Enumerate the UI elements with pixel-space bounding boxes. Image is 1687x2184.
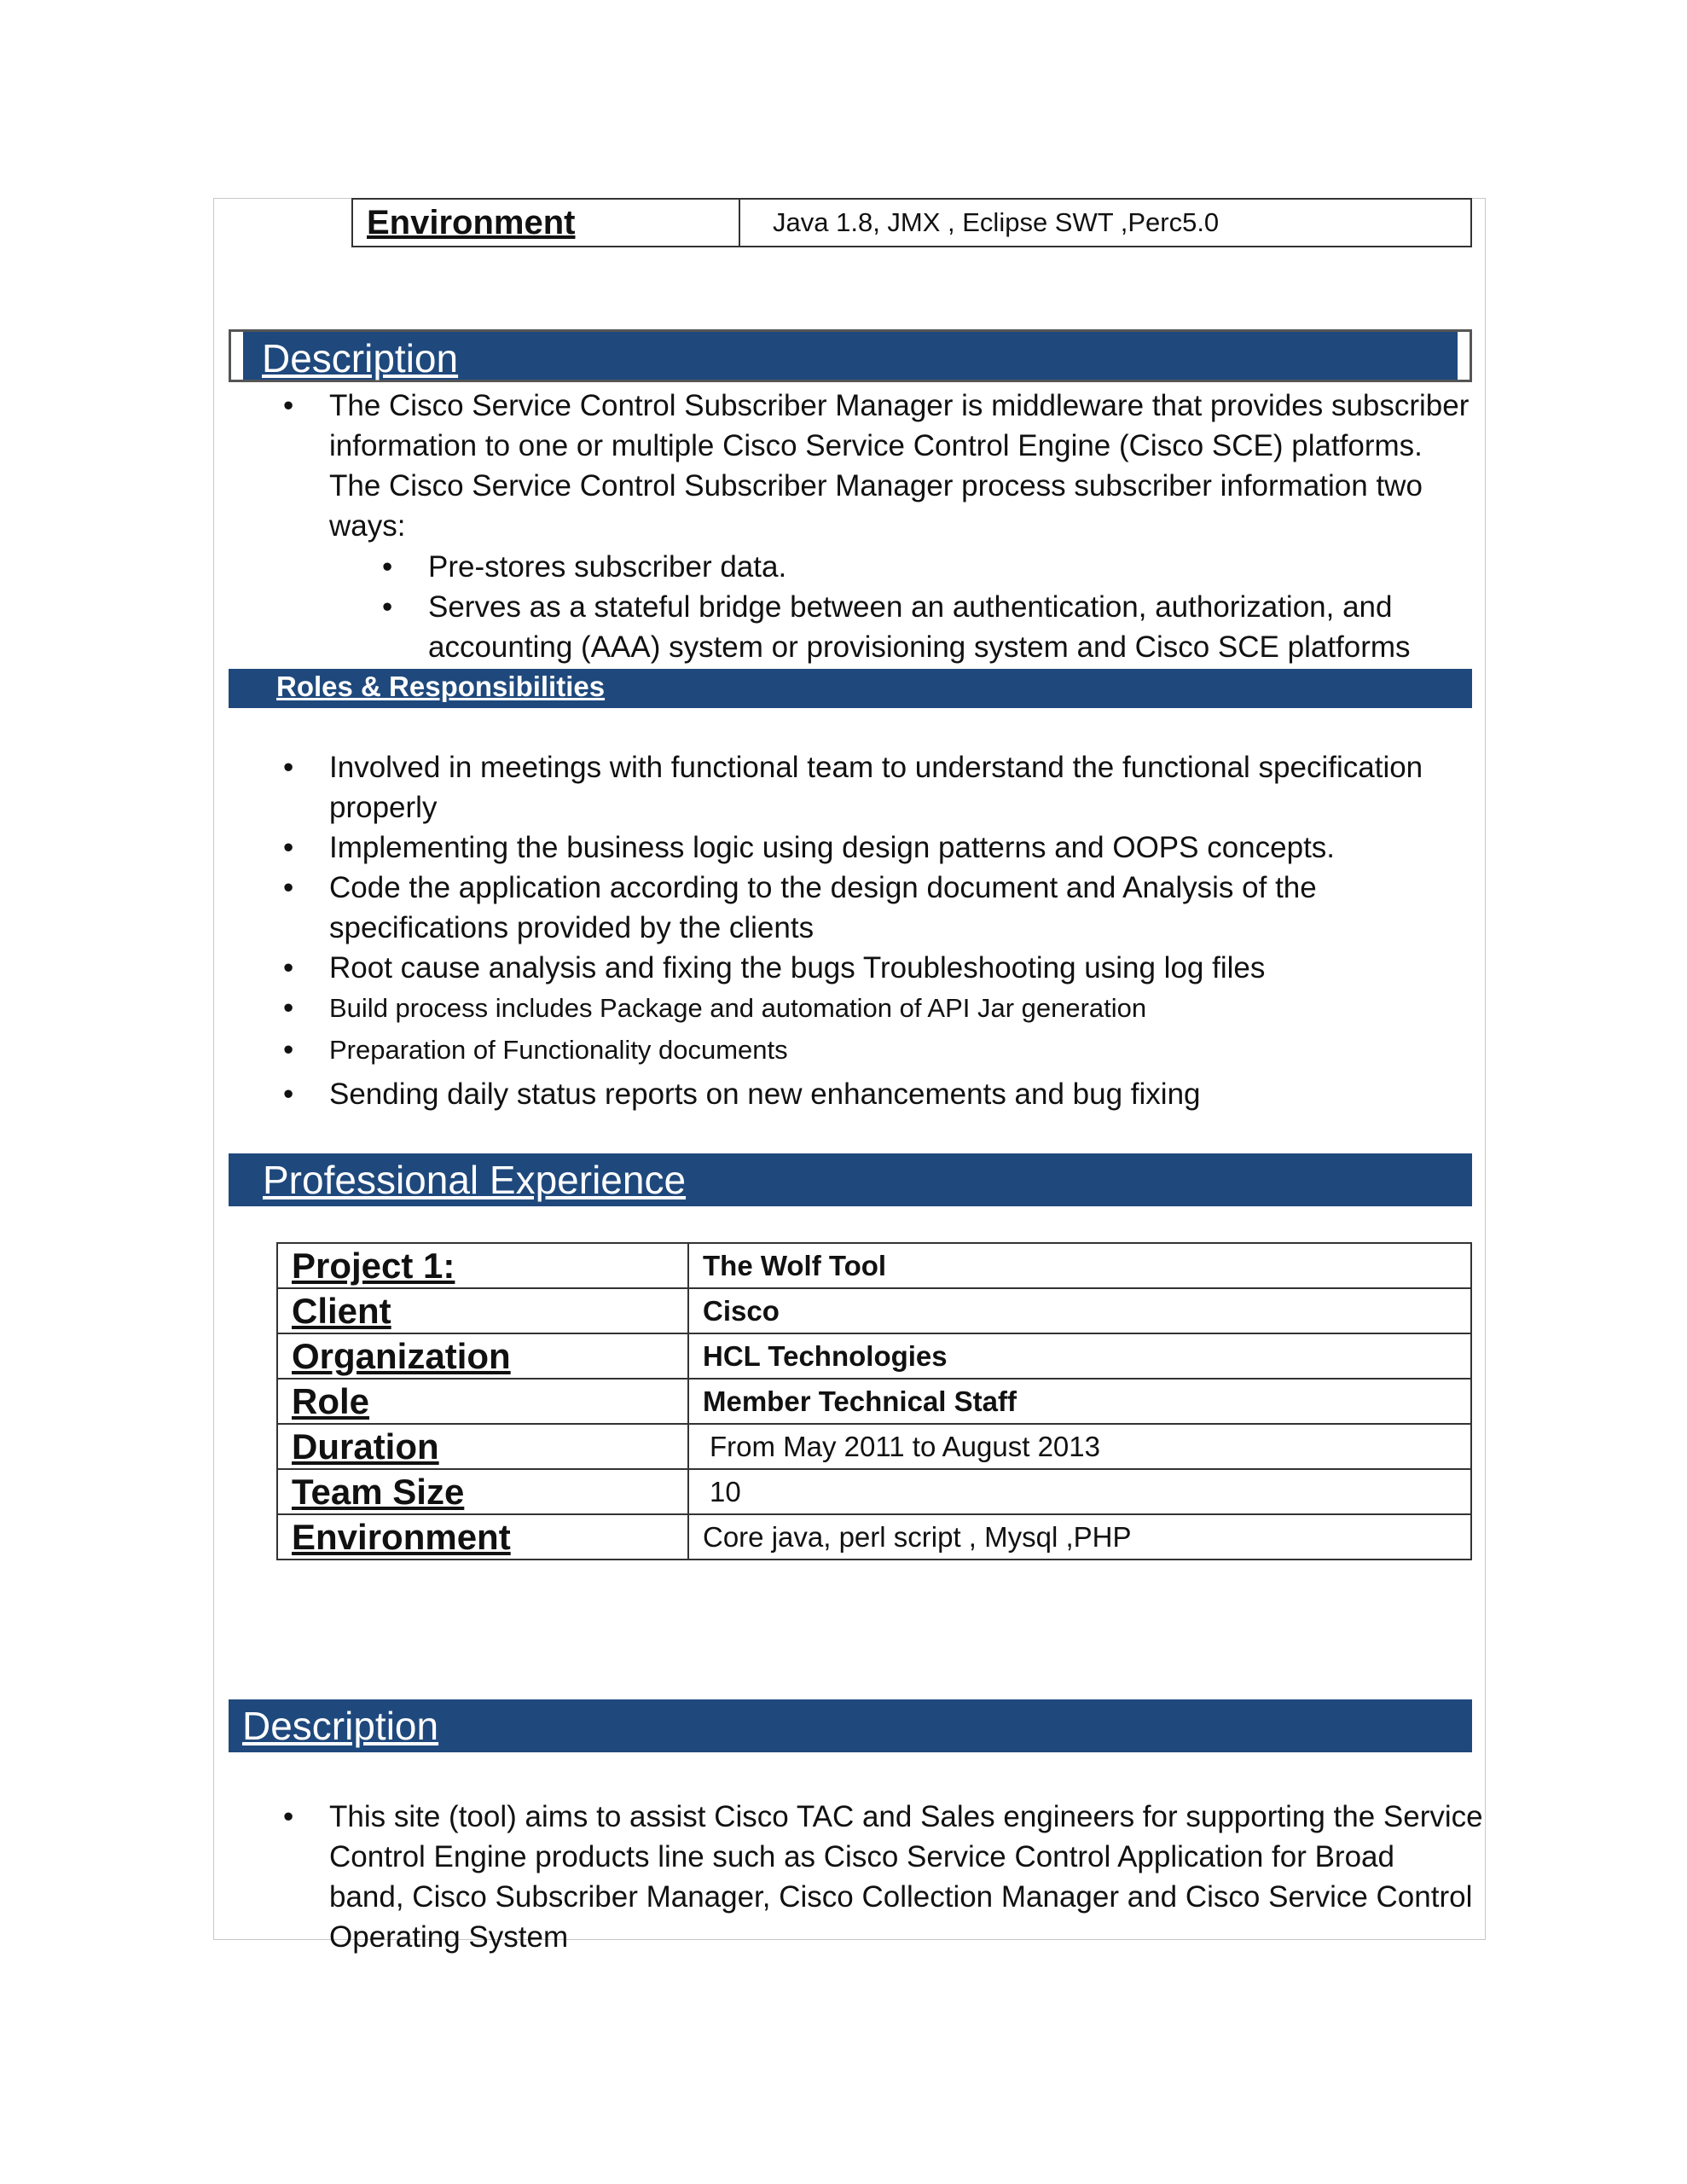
list-item-continuation: Operating System xyxy=(329,1920,569,1954)
description-header xyxy=(229,329,1472,382)
list-item-continuation: properly xyxy=(329,791,438,824)
section-title: Description xyxy=(262,336,459,380)
project-label: Project 1: xyxy=(277,1243,688,1288)
list-item: • Implementing the business logic using design patterns and OOPS concepts. xyxy=(329,828,1335,868)
table-row xyxy=(277,1379,1471,1424)
bullet-icon: • xyxy=(283,751,294,784)
sub-list-item: • Pre-stores subscriber data. xyxy=(428,547,786,587)
list-item: • The Cisco Service Control Subscriber Manager is middleware that provides subscriber xyxy=(329,386,1469,426)
sub-list-item: • Serves as a stateful bridge between an authentication, authorization, and xyxy=(428,587,1392,627)
table-row xyxy=(277,1333,1471,1379)
bullet-icon: • xyxy=(283,1033,294,1066)
bullet-icon: • xyxy=(283,991,294,1025)
list-item-continuation: band, Cisco Subscriber Manager, Cisco Collection Manager and Cisco Service Control xyxy=(329,1880,1473,1914)
list-item: • Involved in meetings with functional team to understand the functional specification xyxy=(329,747,1423,787)
table-row xyxy=(277,1469,1471,1514)
table-row xyxy=(277,1288,1471,1333)
table-row xyxy=(277,1243,1471,1288)
table-row xyxy=(277,1424,1471,1469)
list-item: • Sending daily status reports on new enhancements and bug fixing xyxy=(329,1074,1201,1114)
section-title: Description xyxy=(242,1704,439,1748)
bullet-icon: • xyxy=(283,951,294,985)
environment-value: Java 1.8, JMX , Eclipse SWT ,Perc5.0 xyxy=(739,199,1471,247)
team-size-label: Team Size xyxy=(277,1469,688,1514)
bullet-icon: • xyxy=(283,1077,294,1111)
client-value: Cisco xyxy=(688,1288,1471,1333)
table-row xyxy=(352,199,1471,247)
organization-value: HCL Technologies xyxy=(688,1333,1471,1379)
table-row xyxy=(277,1514,1471,1560)
section-title: Professional Experience xyxy=(263,1158,687,1202)
environment-label: Environment xyxy=(352,199,739,247)
environment-table xyxy=(351,198,1472,247)
bullet-icon: • xyxy=(283,831,294,864)
environment-label: Environment xyxy=(277,1514,688,1560)
list-item: • This site (tool) aims to assist Cisco TAC and Sales engineers for supporting the Service xyxy=(329,1797,1483,1837)
experience-header xyxy=(229,1153,1472,1206)
roles-header xyxy=(229,669,1472,708)
team-size-value: 10 xyxy=(688,1469,1471,1514)
list-item: • Preparation of Functionality documents xyxy=(329,1030,788,1070)
list-item-continuation: specifications provided by the clients xyxy=(329,911,815,944)
list-item-continuation: Control Engine products line such as Cisco Service Control Application for Broad xyxy=(329,1840,1394,1873)
list-item-continuation: The Cisco Service Control Subscriber Manager process subscriber information two xyxy=(329,469,1423,502)
list-item: • Root cause analysis and fixing the bugs Troubleshooting using log files xyxy=(329,948,1265,988)
bullet-icon: • xyxy=(283,389,294,422)
project-table xyxy=(276,1242,1472,1560)
bullet-icon: • xyxy=(382,550,393,584)
client-label: Client xyxy=(277,1288,688,1333)
list-item-continuation: accounting (AAA) system or provisioning system and Cisco SCE platforms xyxy=(428,630,1411,664)
list-item-continuation: information to one or multiple Cisco Service Control Engine (Cisco SCE) platforms. xyxy=(329,429,1423,462)
bullet-icon: • xyxy=(283,871,294,904)
section-title: Roles & Responsibilities xyxy=(276,671,606,702)
role-label: Role xyxy=(277,1379,688,1424)
role-value: Member Technical Staff xyxy=(688,1379,1471,1424)
bullet-icon: • xyxy=(283,1800,294,1833)
list-item: • Build process includes Package and automation of API Jar generation xyxy=(329,988,1146,1028)
description-header xyxy=(229,1699,1472,1752)
duration-value: From May 2011 to August 2013 xyxy=(688,1424,1471,1469)
bullet-icon: • xyxy=(382,590,393,624)
duration-label: Duration xyxy=(277,1424,688,1469)
project-value: The Wolf Tool xyxy=(688,1243,1471,1288)
list-item: • Code the application according to the design document and Analysis of the xyxy=(329,868,1317,908)
environment-value: Core java, perl script , Mysql ,PHP xyxy=(688,1514,1471,1560)
list-item-continuation: ways: xyxy=(329,509,406,543)
organization-label: Organization xyxy=(277,1333,688,1379)
